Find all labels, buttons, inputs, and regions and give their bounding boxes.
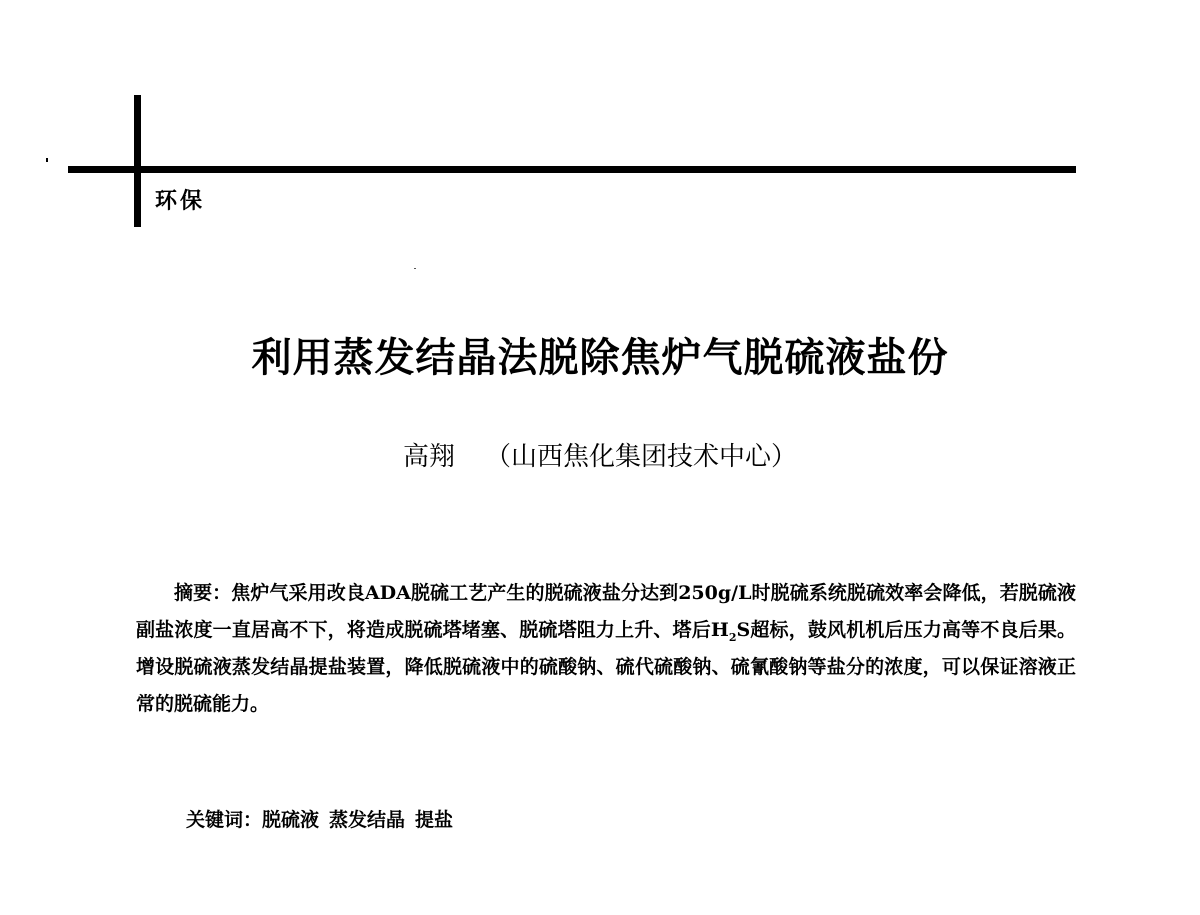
author-affiliation: （山西焦化集团技术中心）	[485, 442, 798, 472]
keyword-item: 蒸发结晶	[329, 809, 406, 831]
author-name: 高翔	[402, 442, 455, 472]
author-line	[0, 436, 1200, 473]
scan-speck	[414, 268, 416, 269]
abstract-label: 摘要：	[174, 582, 232, 604]
header-horizontal-rule	[68, 166, 1076, 173]
keywords-line	[186, 805, 463, 832]
abstract-text-part1: 焦炉气采用改良ADA脱硫工艺产生的脱硫液盐分达到250g/L时脱硫系统脱硫效率会降低，若脱硫液副盐浓度一直居高不下，将造成脱硫塔堵塞、脱硫塔阻力上升、塔后H	[136, 582, 1076, 642]
section-label: 环保	[155, 189, 206, 214]
abstract-text-part2: S超标，鼓风机机后压力高等不良后果。增设脱硫液蒸发结晶提盐装置，降低脱硫液中的硫酸钠、硫代硫酸钠、硫氰酸钠等盐分的浓度，可以保证溶液正常的脱硫能力。	[136, 619, 1076, 716]
keywords-label: 关键词：	[186, 809, 263, 831]
header-vertical-rule	[134, 95, 141, 227]
abstract-paragraph	[136, 575, 1076, 723]
article-title: 利用蒸发结晶法脱除焦炉气脱硫液盐份	[251, 334, 949, 381]
abstract-subscript: 2	[728, 630, 737, 644]
scan-speck	[46, 158, 48, 162]
keyword-item: 脱硫液	[262, 809, 320, 831]
keyword-item: 提盐	[415, 809, 454, 831]
